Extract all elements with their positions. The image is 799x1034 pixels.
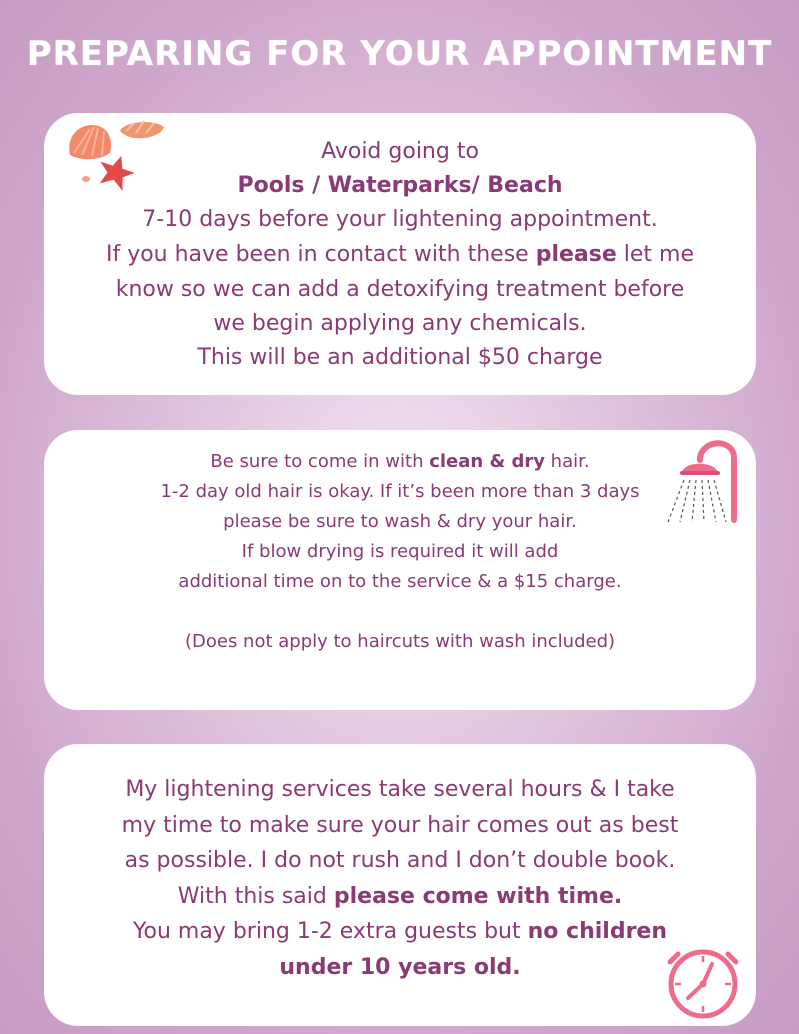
card1-line5: know so we can add a detoxifying treatment before — [115, 277, 685, 302]
seashells-starfish-icon — [64, 115, 170, 195]
card3-line3: as possible. I do not rush and I don’t double book. — [124, 848, 676, 873]
card3-line4: With this said please come with time. — [177, 884, 623, 909]
card2-line6: (Does not apply to haircuts with wash included) — [184, 631, 616, 652]
clean-hair-card — [44, 430, 756, 710]
card3-line6: under 10 years old. — [279, 955, 521, 980]
card2-line2: 1-2 day old hair is okay. If it’s been more than 3 days — [160, 481, 640, 502]
card1-line3: 7-10 days before your lightening appointment. — [142, 207, 658, 232]
card1-line2: Pools / Waterparks/ Beach — [237, 173, 563, 198]
card1-line4: If you have been in contact with these please let me — [105, 242, 695, 267]
card1-line6: we begin applying any chemicals. — [213, 311, 587, 336]
card2-line1: Be sure to come in with clean & dry hair. — [210, 451, 590, 472]
card3-line5: You may bring 1-2 extra guests but no children — [132, 919, 668, 944]
card2-line4: If blow drying is required it will add — [241, 541, 559, 562]
time-policy-card — [44, 744, 756, 1026]
card3-line2: my time to make sure your hair comes out as best — [121, 813, 679, 838]
card1-line7: This will be an additional $50 charge — [197, 345, 603, 370]
card2-line3: please be sure to wash & dry your hair. — [223, 511, 577, 532]
card2-line5: additional time on to the service & a $15 charge. — [178, 571, 622, 592]
shower-head-icon — [662, 436, 742, 526]
card3-line1: My lightening services take several hours & I take — [125, 777, 675, 802]
card1-line1: Avoid going to — [321, 139, 479, 164]
clock-icon — [664, 944, 742, 1022]
page-title: PREPARING FOR YOUR APPOINTMENT — [26, 34, 773, 74]
